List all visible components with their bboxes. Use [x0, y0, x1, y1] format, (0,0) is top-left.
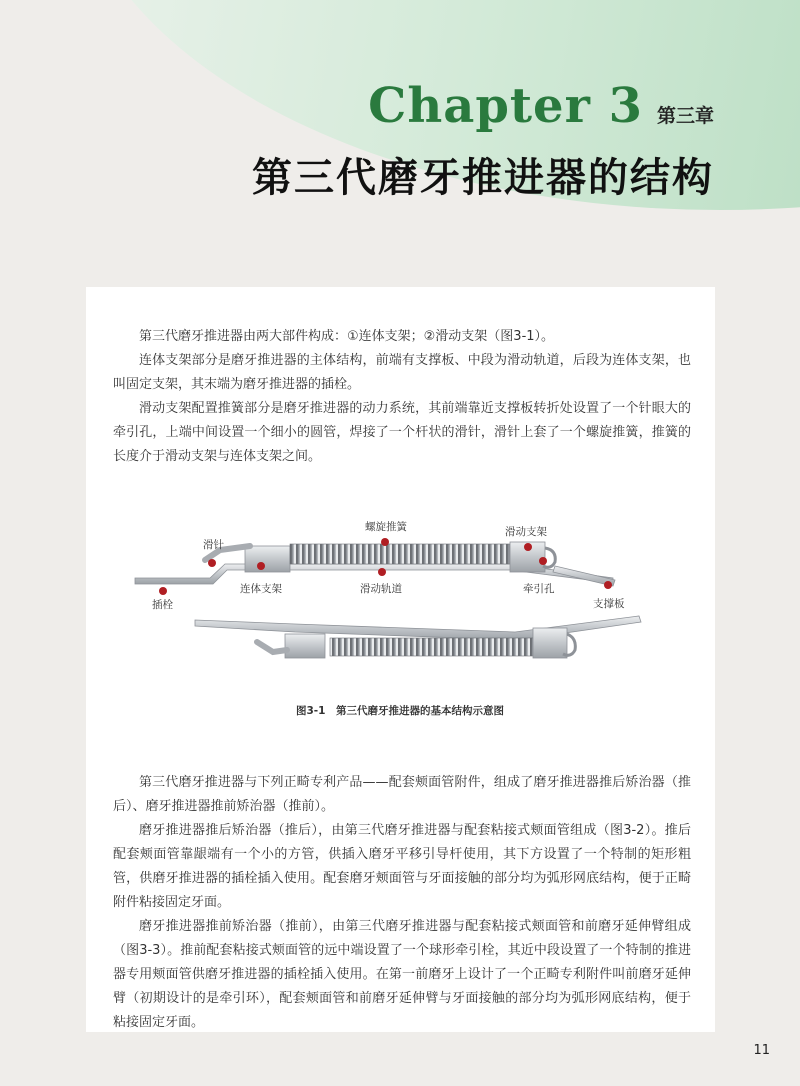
- molar-distalizer-diagram: [125, 520, 665, 670]
- chapter-title: 第三代磨牙推进器的结构: [252, 155, 714, 201]
- chapter-label-cn: 第三章: [656, 105, 714, 127]
- label-support-plate: 支撑板: [593, 598, 625, 610]
- figure-3-1: [125, 520, 665, 670]
- marker-dot: [381, 538, 389, 546]
- page-number: 11: [753, 1043, 770, 1058]
- marker-dot: [378, 568, 386, 576]
- label-traction-hole: 牵引孔: [523, 583, 555, 595]
- chapter-heading: [368, 78, 714, 134]
- intro-text: [113, 325, 691, 469]
- label-fixed-bracket: 连体支架: [240, 583, 282, 595]
- label-sliding-rail: 滑动轨道: [360, 583, 402, 595]
- lower-sliding-block: [533, 628, 567, 658]
- paragraph: 连体支架部分是磨牙推进器的主体结构，前端有支撑板、中段为滑动轨道，后段为连体支架，也叫固定支架，其末端为磨牙推进器的插栓。: [113, 353, 691, 392]
- label-sliding-bracket: 滑动支架: [505, 526, 547, 538]
- label-plug: 插栓: [152, 599, 173, 611]
- fixed-bracket-block: [245, 546, 290, 572]
- label-slide-pin: 滑针: [203, 539, 224, 551]
- marker-dot: [257, 562, 265, 570]
- lower-slide-pin: [257, 642, 287, 652]
- paragraph: 第三代磨牙推进器由两大部件构成：①连体支架；②滑动支架（图3-1）。: [139, 329, 555, 344]
- paragraph: 磨牙推进器推前矫治器（推前），由第三代磨牙推进器与配套粘接式颊面管和前磨牙延伸臂组成（图3-3）。推前配套粘接式颊面管的远中端设置了一个球形牵引栓，其近中段设置了一个特制的推进器专用颊面管供磨牙推进器的插栓插入使用。在第一前磨牙上设计了一个正畸专利附件叫前磨牙延伸臂（初期设计的是牵引环），配套颊面管和前磨牙延伸臂与牙面接触的部分均为弧形网底结构，便于粘接固定牙面。: [113, 919, 691, 1030]
- lower-device: [195, 616, 641, 658]
- chapter-number: Chapter 3: [368, 78, 643, 134]
- coil-spring: [290, 544, 510, 564]
- paragraph: 磨牙推进器推后矫治器（推后），由第三代磨牙推进器与配套粘接式颊面管组成（图3-2）。推后配套颊面管靠龈端有一个小的方管，供插入磨牙平移引导杆使用，其下方设置了一个特制的矩形粗管，供磨牙推进器的插栓插入使用。配套磨牙颊面管与牙面接触的部分均为弧形网底结构，便于正畸附件粘接固定牙面。: [113, 823, 691, 910]
- marker-dot: [208, 559, 216, 567]
- lower-coil-spring: [330, 638, 535, 656]
- marker-dot: [159, 587, 167, 595]
- paragraph: 滑动支架配置推簧部分是磨牙推进器的动力系统，其前端靠近支撑板转折处设置了一个针眼大的牵引孔，上端中间设置一个细小的圆管，焊接了一个杆状的滑针，滑针上套了一个螺旋推簧，推簧的长度介于滑动支架与连体支架之间。: [113, 401, 691, 464]
- body-text: [113, 771, 691, 1035]
- lower-rail: [195, 616, 641, 640]
- paragraph: 第三代磨牙推进器与下列正畸专利产品——配套颊面管附件，组成了磨牙推进器推后矫治器（推后）、磨牙推进器推前矫治器（推前）。: [113, 775, 691, 814]
- figure-caption: 图3-1 第三代磨牙推进器的基本结构示意图: [296, 705, 504, 717]
- lower-fixed-block: [285, 634, 325, 658]
- marker-dot: [524, 543, 532, 551]
- label-spring: 螺旋推簧: [365, 521, 407, 533]
- marker-dot: [539, 557, 547, 565]
- marker-dot: [604, 581, 612, 589]
